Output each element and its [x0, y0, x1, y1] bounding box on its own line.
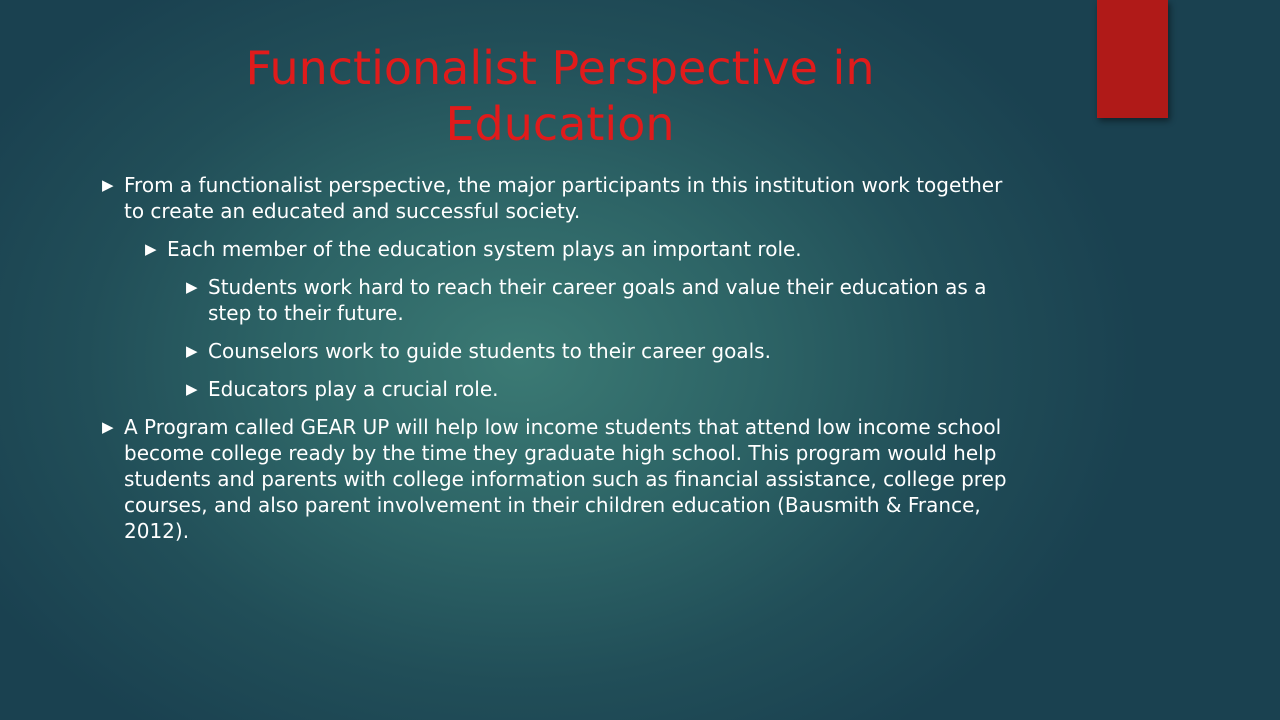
bullet-text: A Program called GEAR UP will help low income students that attend low income school become college ready by the time they graduate high school. This program would help students and parents with college information such as financial assistance, college prep courses, and also parent involvement in their children education (Bausmith & France, 2012). — [124, 415, 1007, 543]
bullet-text: Educators play a crucial role. — [208, 377, 499, 401]
bullet-item — [186, 274, 1022, 326]
bullet-item — [186, 338, 1022, 364]
bullet-item — [102, 172, 1022, 224]
bullet-arrow-icon: ▶ — [186, 380, 198, 398]
bullet-text: Students work hard to reach their career goals and value their education as a step to their future. — [208, 275, 987, 325]
bullet-arrow-icon: ▶ — [186, 342, 198, 360]
bullet-text: Each member of the education system plays an important role. — [167, 237, 802, 261]
bullet-arrow-icon: ▶ — [145, 240, 157, 258]
bullet-arrow-icon: ▶ — [102, 418, 114, 436]
bullet-item — [102, 414, 1022, 544]
bullet-item — [145, 236, 1022, 262]
bullet-arrow-icon: ▶ — [186, 278, 198, 296]
bullet-text: From a functionalist perspective, the major participants in this institution work together to create an educated and successful society. — [124, 173, 1003, 223]
bullet-arrow-icon: ▶ — [102, 176, 114, 194]
slide-title: Functionalist Perspective in Education — [245, 41, 875, 151]
bullet-text: Counselors work to guide students to their career goals. — [208, 339, 771, 363]
bullet-item — [186, 376, 1022, 402]
bullet-list — [102, 172, 1022, 556]
accent-tab — [1097, 0, 1168, 118]
